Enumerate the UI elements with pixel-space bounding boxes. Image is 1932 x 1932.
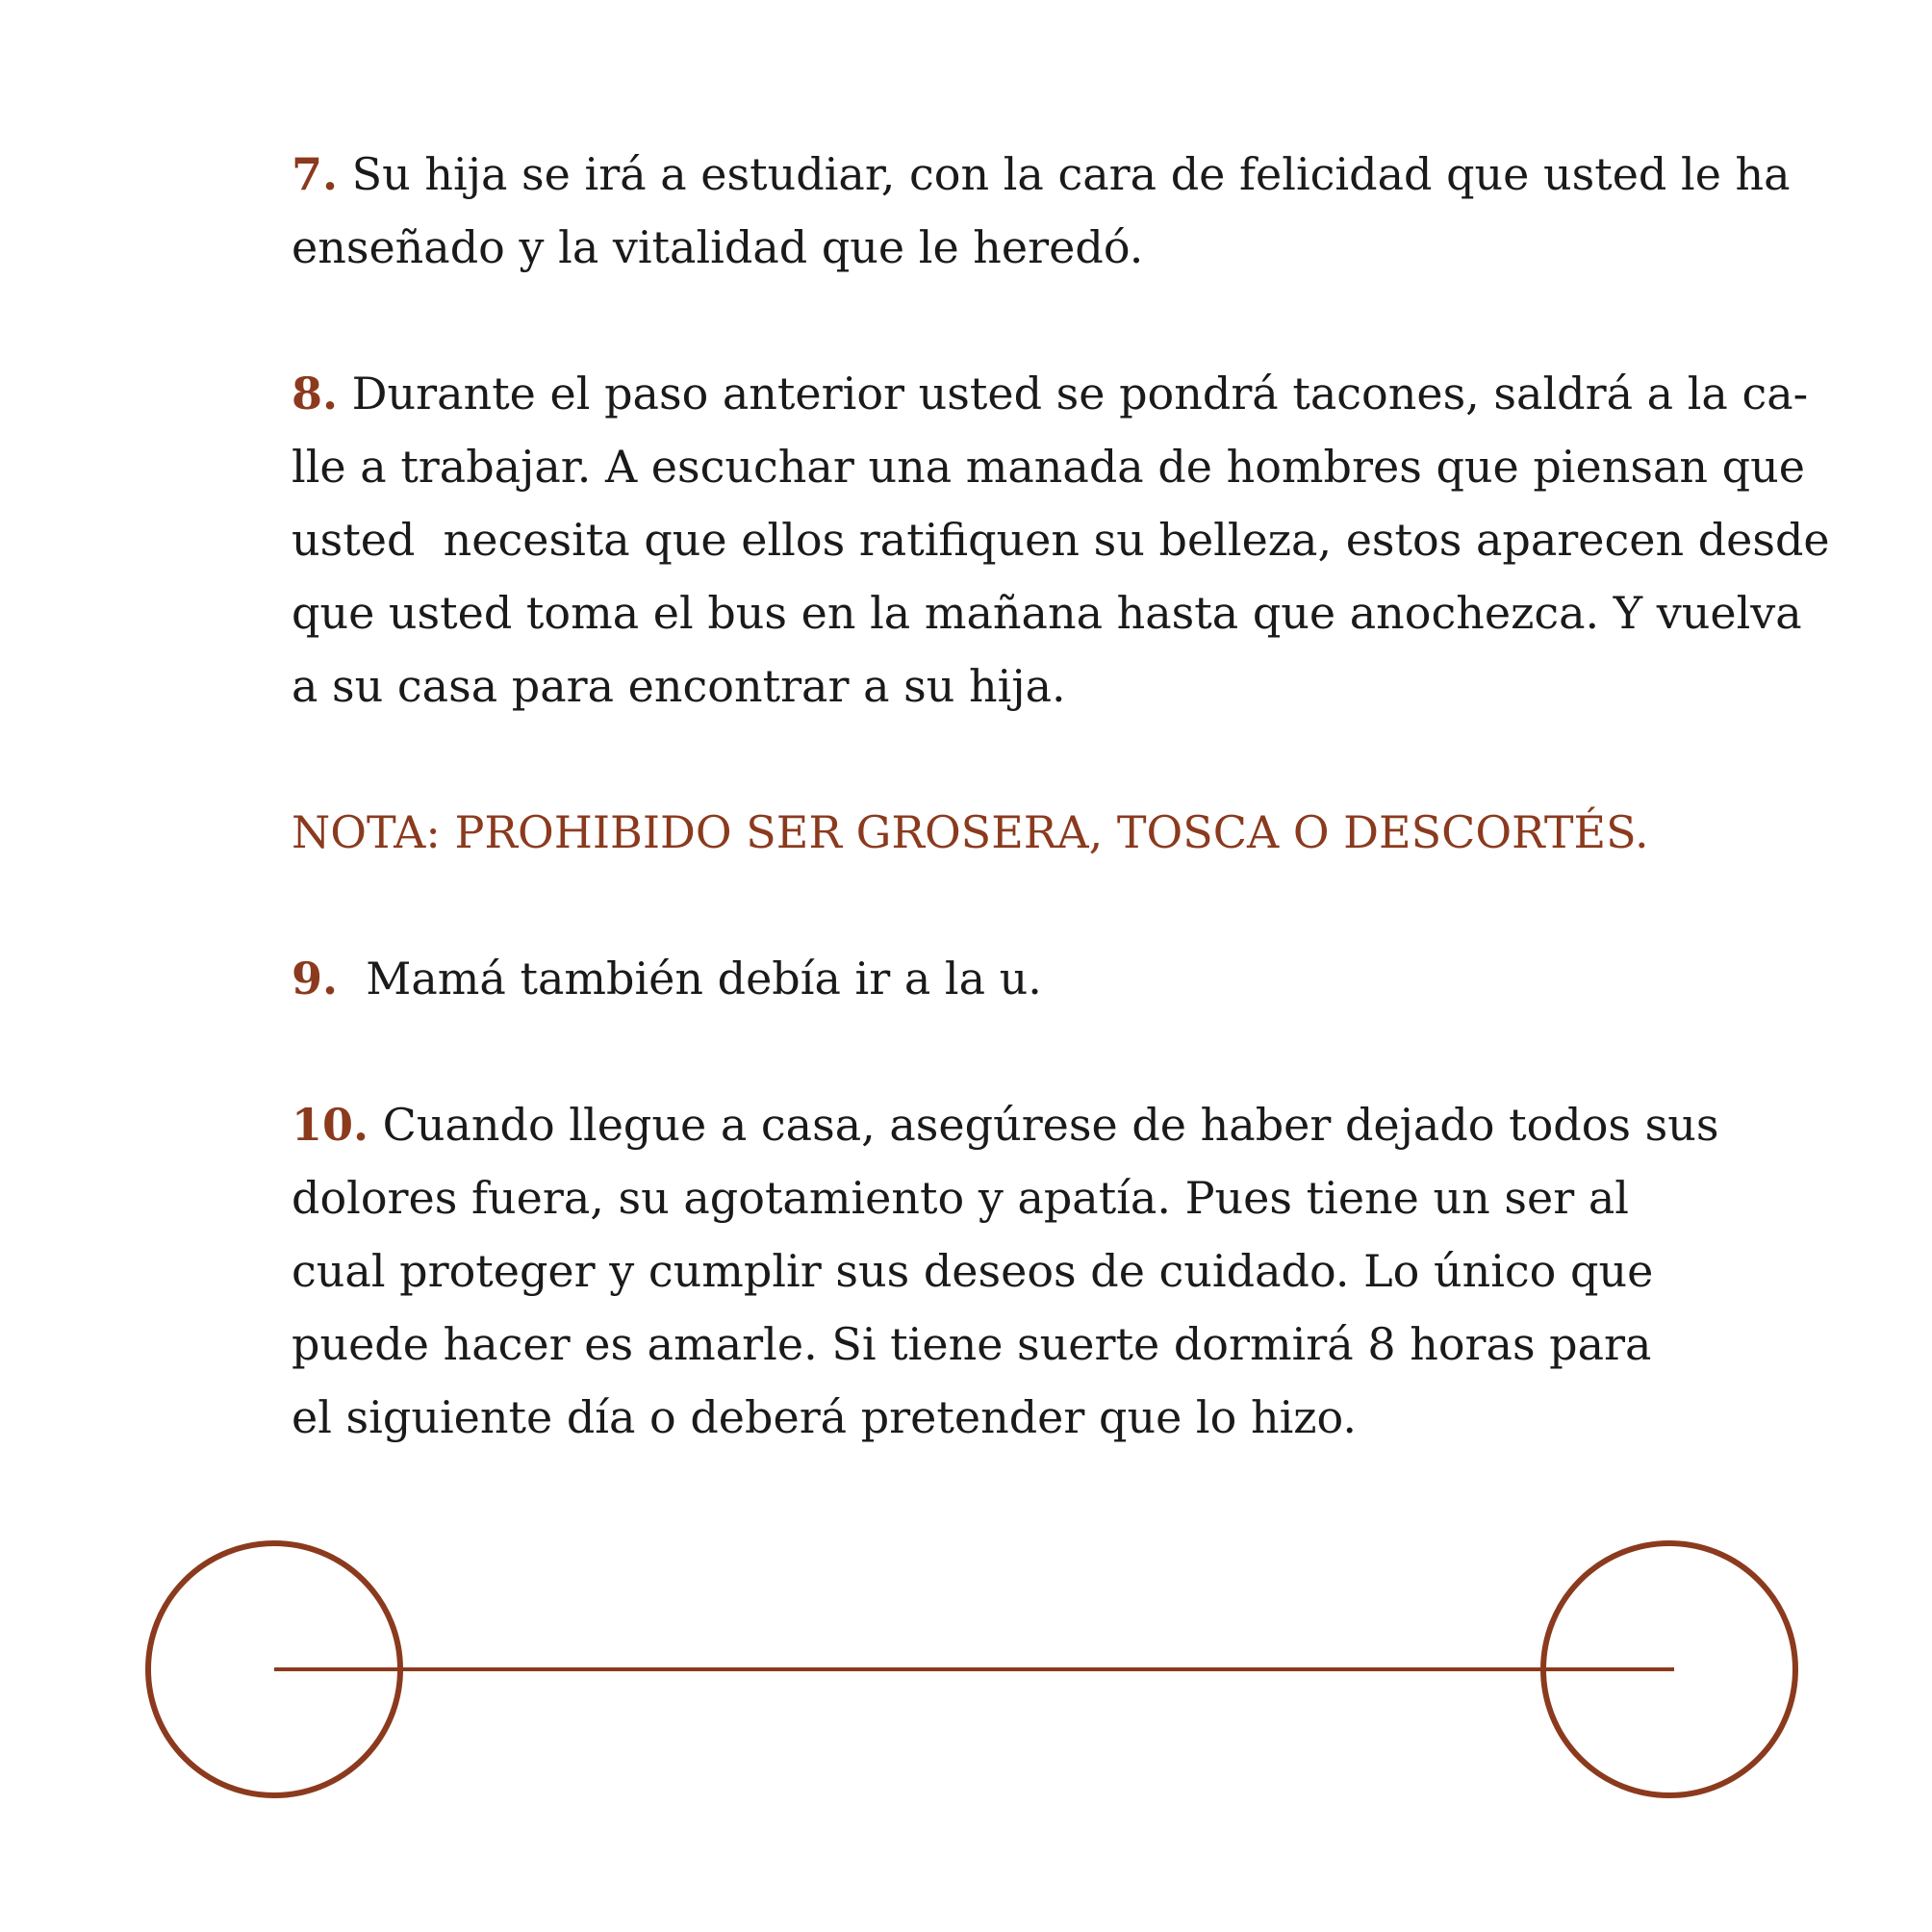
paragraph-8	[292, 357, 1830, 723]
paragraph-line	[292, 357, 1809, 430]
decorative-divider	[0, 1530, 1932, 1818]
paragraph-line: que usted toma el bus en la mañana hasta que anochezca. Y vuelva	[292, 587, 1802, 639]
paragraph-9	[292, 942, 1792, 1015]
paragraph-line: a su casa para encontrar a su hija.	[292, 660, 1066, 712]
paragraph-7	[292, 138, 1792, 284]
item-number: 7.	[292, 148, 339, 200]
paragraph-line: enseñado y la vitalidad que le heredó.	[292, 221, 1144, 273]
paragraph-line: usted necesita que ellos ratifiquen su belleza, estos aparecen desde	[292, 514, 1830, 566]
item-number: 8.	[292, 368, 339, 419]
paragraph-text: Cuando llegue a casa, asegúrese de haber dejado todos sus	[369, 1099, 1719, 1151]
paragraph-line: el siguiente día o deberá pretender que lo hizo.	[292, 1391, 1358, 1443]
paragraph-line: dolores fuera, su agotamiento y apatía. Pues tiene un ser al	[292, 1172, 1629, 1224]
paragraph-line	[292, 1088, 1792, 1161]
paragraph-line: puede hacer es amarle. Si tiene suerte dormirá 8 horas para	[292, 1318, 1652, 1370]
paragraph-line: lle a trabajar. A escuchar una manada de hombres que piensan que	[292, 441, 1805, 493]
paragraph-10	[292, 1088, 1792, 1454]
note-text: NOTA: PROHIBIDO SER GROSERA, TOSCA O DESCORTÉS.	[292, 806, 1649, 858]
paragraph-text: Su hija se irá a estudiar, con la cara de felicidad que usted le ha	[338, 148, 1791, 200]
paragraph-line	[292, 942, 1792, 1015]
paragraph-text: Mamá también debía ir a la u.	[338, 953, 1042, 1004]
document-body	[292, 138, 1830, 1527]
paragraph-line	[292, 138, 1792, 211]
paragraph-text: Durante el paso anterior usted se pondrá tacones, saldrá a la ca-	[338, 368, 1809, 419]
item-number: 10.	[292, 1099, 369, 1151]
paragraph-line: cual proteger y cumplir sus deseos de cuidado. Lo único que	[292, 1245, 1654, 1297]
item-number: 9.	[292, 953, 339, 1004]
